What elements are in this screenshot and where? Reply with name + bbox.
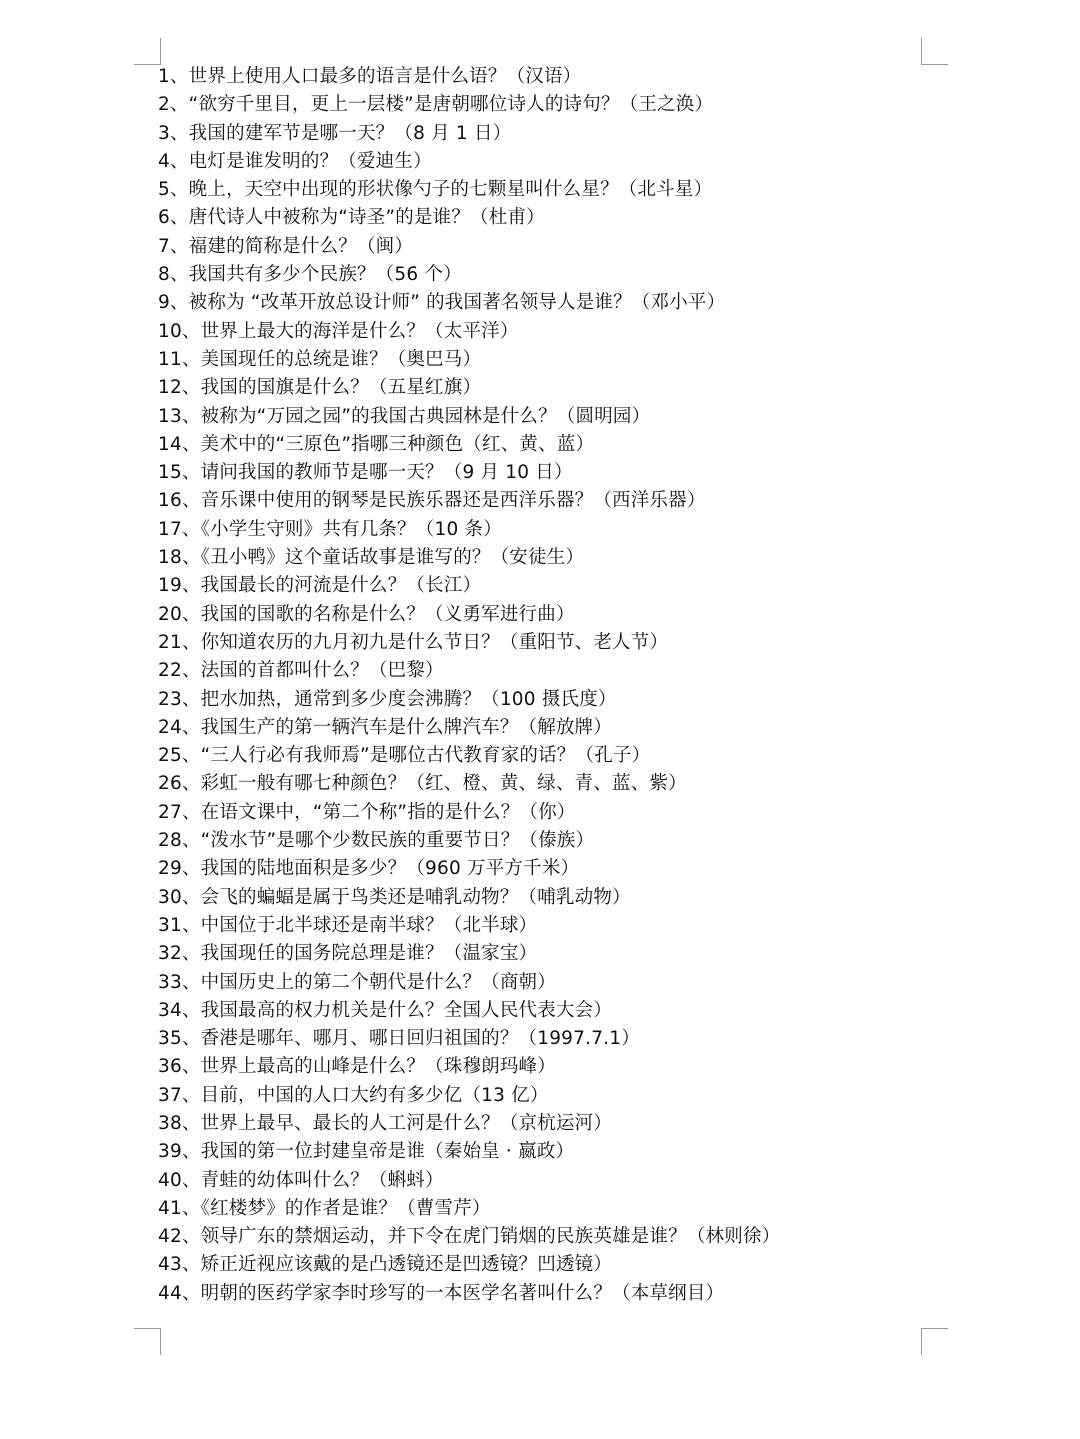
question-list <box>158 63 1038 1308</box>
question-item: 42、领导广东的禁烟运动，并下令在虎门销烟的民族英雄是谁？（林则徐） <box>158 1226 781 1248</box>
question-item: 15、请问我国的教师节是哪一天？（9 月 10 日） <box>158 462 573 484</box>
question-item: 30、会飞的蝙蝠是属于鸟类还是哺乳动物？（哺乳动物） <box>158 886 631 908</box>
question-item: 43、矫正近视应该戴的是凸透镜还是凹透镜？凹透镜） <box>158 1254 613 1276</box>
question-item: 7、福建的简称是什么？（闽） <box>158 235 414 257</box>
margin-mark-bottom-left <box>134 1328 161 1355</box>
question-item: 24、我国生产的第一辆汽车是什么牌汽车？（解放牌） <box>158 716 613 738</box>
margin-mark-top-right <box>921 38 948 65</box>
question-item: 34、我国最高的权力机关是什么？全国人民代表大会） <box>158 999 613 1021</box>
question-item: 38、世界上最早、最长的人工河是什么？（京杭运河） <box>158 1112 613 1134</box>
question-item: 8、我国共有多少个民族？（56 个） <box>158 264 462 286</box>
question-item: 3、我国的建军节是哪一天？（8 月 1 日） <box>158 122 512 144</box>
question-item: 31、中国位于北半球还是南半球？（北半球） <box>158 914 538 936</box>
question-item: 6、唐代诗人中被称为“诗圣”的是谁？（杜甫） <box>158 207 545 229</box>
question-item: 22、法国的首都叫什么？（巴黎） <box>158 660 444 682</box>
question-item: 16、音乐课中使用的钢琴是民族乐器还是西洋乐器？（西洋乐器） <box>158 490 706 512</box>
question-item: 29、我国的陆地面积是多少？（960 万平方千米） <box>158 858 580 880</box>
margin-mark-top-left <box>134 38 161 65</box>
question-item: 5、晚上，天空中出现的形状像勺子的七颗星叫什么星？（北斗星） <box>158 179 713 201</box>
question-item: 1、世界上使用人口最多的语言是什么语？（汉语） <box>158 66 582 87</box>
question-item: 41、《红楼梦》的作者是谁？（曹雪芹） <box>158 1197 491 1219</box>
question-item: 10、世界上最大的海洋是什么？（太平洋） <box>158 320 519 342</box>
question-item: 39、我国的第一位封建皇帝是谁（秦始皇 · 嬴政） <box>158 1141 575 1163</box>
question-item: 21、你知道农历的九月初九是什么节日？（重阳节、老人节） <box>158 631 669 653</box>
question-item: 20、我国的国歌的名称是什么？（义勇军进行曲） <box>158 603 575 625</box>
question-item: 27、在语文课中，“第二个称”指的是什么？（你） <box>158 801 576 823</box>
question-item: 28、“泼水节”是哪个少数民族的重要节日？（傣族） <box>158 830 595 852</box>
question-item: 33、中国历史上的第二个朝代是什么？（商朝） <box>158 971 556 993</box>
margin-mark-bottom-right <box>921 1328 948 1355</box>
question-item: 19、我国最长的河流是什么？（长江） <box>158 575 482 597</box>
question-item: 4、电灯是谁发明的？（爱迪生） <box>158 150 432 172</box>
question-item: 26、彩虹一般有哪七种颜色？（红、橙、黄、绿、青、蓝、紫） <box>158 773 687 795</box>
question-item: 35、香港是哪年、哪月、哪日回归祖国的？（1997.7.1） <box>158 1028 640 1050</box>
question-item: 37、目前，中国的人口大约有多少亿（13 亿） <box>158 1084 549 1106</box>
question-item: 44、明朝的医药学家李时珍写的一本医学名著叫什么？（本草纲目） <box>158 1282 725 1304</box>
question-item: 12、我国的国旗是什么？（五星红旗） <box>158 377 482 399</box>
question-item: 25、“三人行必有我师焉”是哪位古代教育家的话？（孔子） <box>158 745 651 767</box>
question-item: 14、美术中的“三原色”指哪三种颜色（红、黄、蓝） <box>158 433 595 455</box>
question-item: 13、被称为“万园之园”的我国古典园林是什么？（圆明园） <box>158 405 651 427</box>
question-item: 18、《丑小鸭》这个童话故事是谁写的？（安徒生） <box>158 547 585 569</box>
question-item: 9、被称为 “改革开放总设计师” 的我国著名领导人是谁？（邓小平） <box>158 292 726 314</box>
question-item: 11、美国现任的总统是谁？（奥巴马） <box>158 348 482 370</box>
question-item: 2、“欲穷千里目，更上一层楼”是唐朝哪位诗人的诗句？（王之涣） <box>158 94 714 116</box>
question-item: 32、我国现任的国务院总理是谁？（温家宝） <box>158 943 538 965</box>
question-item: 17、《小学生守则》共有几条？（10 条） <box>158 518 502 540</box>
question-item: 23、把水加热，通常到多少度会沸腾？（100 摄氏度） <box>158 688 617 710</box>
question-item: 36、世界上最高的山峰是什么？（珠穆朗玛峰） <box>158 1056 556 1078</box>
question-item: 40、青蛙的幼体叫什么？（蝌蚪） <box>158 1169 444 1191</box>
